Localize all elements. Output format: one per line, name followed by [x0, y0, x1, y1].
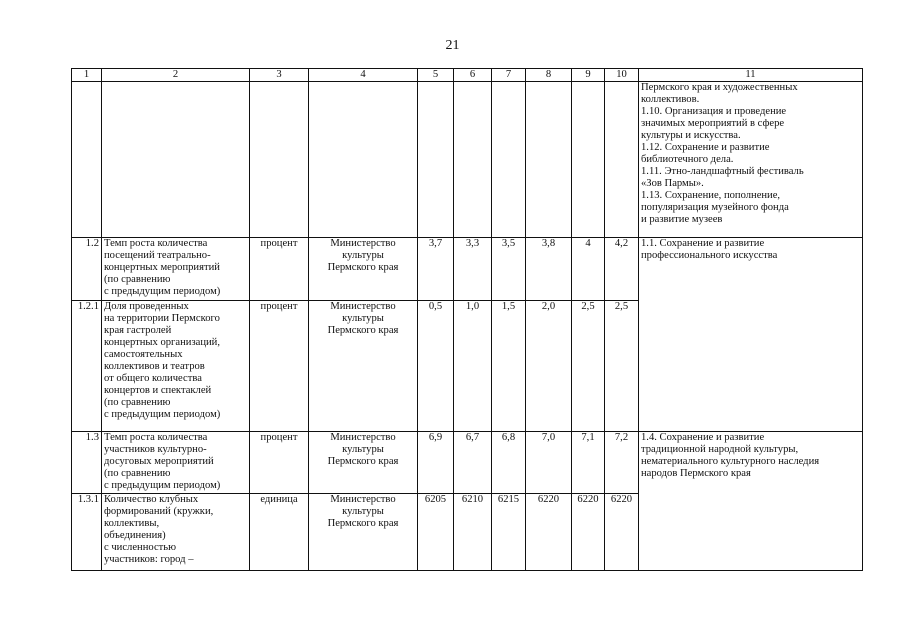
text-line: с численностью [104, 542, 177, 553]
text-line: 1.11. Этно-ландшафтный фестиваль [641, 166, 804, 177]
measures-cell [639, 432, 863, 571]
header-cell: 2 [102, 69, 250, 82]
org-cell [309, 432, 418, 494]
value-cell: 6,8 [492, 432, 526, 494]
value-cell: 3,8 [526, 238, 572, 301]
text-line: 1.1. Сохранение и развитие [641, 238, 765, 249]
indicator-name [102, 301, 250, 432]
table-row [72, 432, 863, 494]
text-line: участников культурно- [104, 444, 207, 455]
text-line: участников: город – [104, 554, 194, 565]
value-cell: 6,9 [418, 432, 454, 494]
row-number: 1.2.1 [72, 301, 102, 432]
text-line: с предыдущим периодом) [104, 480, 221, 491]
header-row [72, 69, 863, 82]
value-cell: 7,1 [572, 432, 605, 494]
org-cell [309, 301, 418, 432]
text-line: Министерство [330, 432, 396, 443]
value-cell: 2,5 [572, 301, 605, 432]
unit-cell: единица [250, 494, 309, 571]
text-line: (по сравнению [104, 397, 171, 408]
text-line: культуры и искусства. [641, 130, 741, 141]
text-line: Пермского края [327, 325, 399, 336]
value-cell: 1,5 [492, 301, 526, 432]
unit-cell: процент [250, 238, 309, 301]
text-line: 1.12. Сохранение и развитие [641, 142, 770, 153]
header-cell: 8 [526, 69, 572, 82]
text-line: края гастролей [104, 325, 172, 336]
header-cell: 9 [572, 69, 605, 82]
measures-cell [639, 82, 863, 238]
row-number: 1.3.1 [72, 494, 102, 571]
text-line: народов Пермского края [641, 468, 751, 479]
unit-cell: процент [250, 301, 309, 432]
header-cell: 10 [605, 69, 639, 82]
org-cell [309, 494, 418, 571]
header-cell: 6 [454, 69, 492, 82]
indicator-name [102, 432, 250, 494]
text-line: профессионального искусства [641, 250, 778, 261]
text-line: Пермского края и художественных [641, 82, 798, 93]
value-cell: 6215 [492, 494, 526, 571]
value-cell: 7,2 [605, 432, 639, 494]
header-cell: 3 [250, 69, 309, 82]
value-cell: 2,5 [605, 301, 639, 432]
text-line: формирований (кружки, [104, 506, 214, 517]
unit-cell: процент [250, 432, 309, 494]
row-number: 1.2 [72, 238, 102, 301]
text-line: (по сравнению [104, 274, 171, 285]
text-line: концертов и спектаклей [104, 385, 212, 396]
measures-cell [639, 238, 863, 432]
value-cell: 6220 [605, 494, 639, 571]
text-line: самостоятельных [104, 349, 183, 360]
text-line: культуры [342, 444, 384, 455]
text-line: коллективы, [104, 518, 160, 529]
text-line: 1.13. Сохранение, пополнение, [641, 190, 781, 201]
value-cell: 4 [572, 238, 605, 301]
text-line: и развитие музеев [641, 214, 723, 225]
text-line: от общего количества [104, 373, 202, 384]
text-line: культуры [342, 506, 384, 517]
text-line: Доля проведенных [104, 301, 189, 312]
table-row [72, 238, 863, 301]
value-cell: 3,5 [492, 238, 526, 301]
text-line: библиотечного дела. [641, 154, 734, 165]
text-line: Пермского края [327, 456, 399, 467]
org-cell [309, 238, 418, 301]
text-line: нематериального культурного наследия [641, 456, 820, 467]
text-line: Количество клубных [104, 494, 199, 505]
text-line: значимых мероприятий в сфере [641, 118, 785, 129]
header-cell: 7 [492, 69, 526, 82]
text-line: популяризация музейного фонда [641, 202, 789, 213]
header-cell: 11 [639, 69, 863, 82]
value-cell: 3,3 [454, 238, 492, 301]
value-cell: 6220 [572, 494, 605, 571]
value-cell: 2,0 [526, 301, 572, 432]
text-line: посещений театрально- [104, 250, 211, 261]
text-line: Министерство [330, 301, 396, 312]
text-line: концертных организаций, [104, 337, 220, 348]
text-line: «Зов Пармы». [641, 178, 704, 189]
value-cell: 6205 [418, 494, 454, 571]
table-row-carry-over [72, 82, 863, 238]
text-line: Пермского края [327, 518, 399, 529]
indicator-name [102, 494, 250, 571]
value-cell: 0,5 [418, 301, 454, 432]
page-number: 21 [445, 38, 460, 53]
text-line: объединения) [104, 530, 166, 541]
text-line: (по сравнению [104, 468, 171, 479]
value-cell: 7,0 [526, 432, 572, 494]
text-line: Пермского края [327, 262, 399, 273]
text-line: Темп роста количества [104, 238, 208, 249]
row-number: 1.3 [72, 432, 102, 494]
text-line: концертных мероприятий [104, 262, 220, 273]
text-line: Министерство [330, 494, 396, 505]
text-line: Министерство [330, 238, 396, 249]
header-cell: 5 [418, 69, 454, 82]
value-cell: 3,7 [418, 238, 454, 301]
value-cell: 1,0 [454, 301, 492, 432]
text-line: с предыдущим периодом) [104, 409, 221, 420]
indicator-name [102, 238, 250, 301]
value-cell: 6220 [526, 494, 572, 571]
text-line: коллективов и театров [104, 361, 205, 372]
text-line: культуры [342, 250, 384, 261]
text-line: с предыдущим периодом) [104, 286, 221, 297]
text-line: на территории Пермского [104, 313, 220, 324]
value-cell: 6210 [454, 494, 492, 571]
text-line: 1.4. Сохранение и развитие [641, 432, 765, 443]
text-line: Темп роста количества [104, 432, 208, 443]
text-line: 1.10. Организация и проведение [641, 106, 787, 117]
text-line: традиционной народной культуры, [641, 444, 799, 455]
value-cell: 6,7 [454, 432, 492, 494]
header-cell: 1 [72, 69, 102, 82]
header-cell: 4 [309, 69, 418, 82]
value-cell: 4,2 [605, 238, 639, 301]
indicator-table [71, 68, 863, 571]
text-line: коллективов. [641, 94, 700, 105]
text-line: досуговых мероприятий [104, 456, 214, 467]
text-line: культуры [342, 313, 384, 324]
